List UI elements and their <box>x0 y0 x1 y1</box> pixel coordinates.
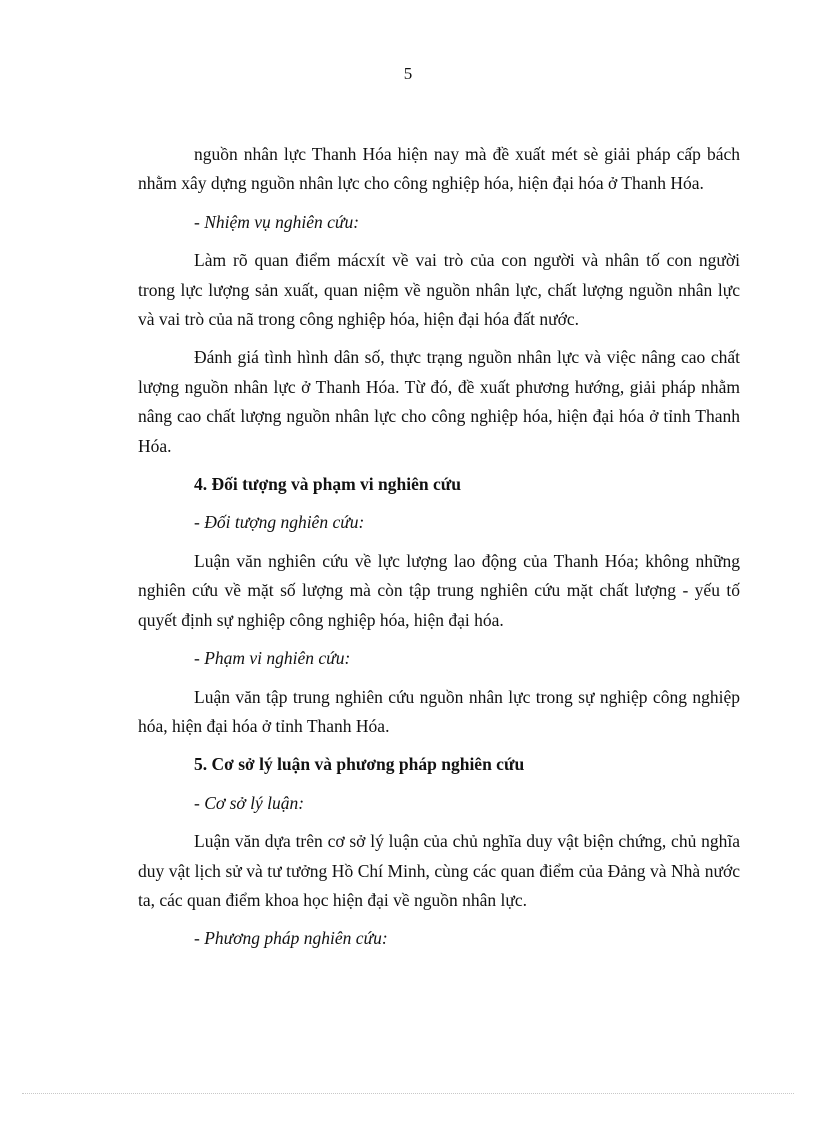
label-research-methods: - Phương pháp nghiên cứu: <box>194 928 388 949</box>
paragraph-theoretical-basis: Luận văn dựa trên cơ sở lý luận của chủ nghĩa duy vật biện chứng, chủ nghĩa duy vật lịch sử và tư tưởng Hồ Chí Minh, cùng các quan điểm của Đảng và Nhà nước ta, các quan điểm khoa học hiện đại về nguồn nhân lực. <box>138 831 740 910</box>
document-body <box>138 140 740 963</box>
paragraph-research-tasks-2: Đánh giá tình hình dân số, thực trạng nguồn nhân lực và việc nâng cao chất lượng nguồn nhân lực ở Thanh Hóa. Từ đó, đề xuất phương hướng, giải pháp nhằm nâng cao chất lượng nguồn nhân lực cho công nghiệp hóa, hiện đại hóa ở tỉnh Thanh Hóa. <box>138 347 740 456</box>
paragraph-research-scope: Luận văn tập trung nghiên cứu nguồn nhân lực trong sự nghiệp công nghiệp hóa, hiện đại hóa ở tỉnh Thanh Hóa. <box>138 686 740 736</box>
label-theoretical-basis: - Cơ sở lý luận: <box>194 792 305 813</box>
label-research-tasks: - Nhiệm vụ nghiên cứu: <box>194 211 360 232</box>
heading-section-4: 4. Đối tượng và phạm vi nghiên cứu <box>194 474 461 495</box>
paragraph-research-tasks-1: Làm rõ quan điểm mácxít về vai trò của con người và nhân tố con người trong lực lượng sản xuất, quan niệm về nguồn nhân lực, chất lượng nguồn nhân lực và vai trò của nã trong công nghiệp hóa, hiện đại hóa đất nước. <box>138 250 740 330</box>
heading-section-5: 5. Cơ sở lý luận và phương pháp nghiên cứu <box>194 754 525 775</box>
label-research-object: - Đối tượng nghiên cứu: <box>194 512 365 533</box>
paragraph-research-object: Luận văn nghiên cứu về lực lượng lao động của Thanh Hóa; không những nghiên cứu về mặt số lượng mà còn tập trung nghiên cứu mặt chất lượng - yếu tố quyết định sự nghiệp công nghiệp hóa, hiện đại hóa. <box>138 550 740 630</box>
page-bottom-divider <box>22 1093 794 1094</box>
page-number: 5 <box>403 64 413 83</box>
paragraph-intro-continuation: nguồn nhân lực Thanh Hóa hiện nay mà đề xuất mét sè giải pháp cấp bách nhằm xây dựng nguồn nhân lực cho công nghiệp hóa, hiện đại hóa ở Thanh Hóa. <box>138 144 740 194</box>
label-research-scope: - Phạm vi nghiên cứu: <box>194 648 351 669</box>
